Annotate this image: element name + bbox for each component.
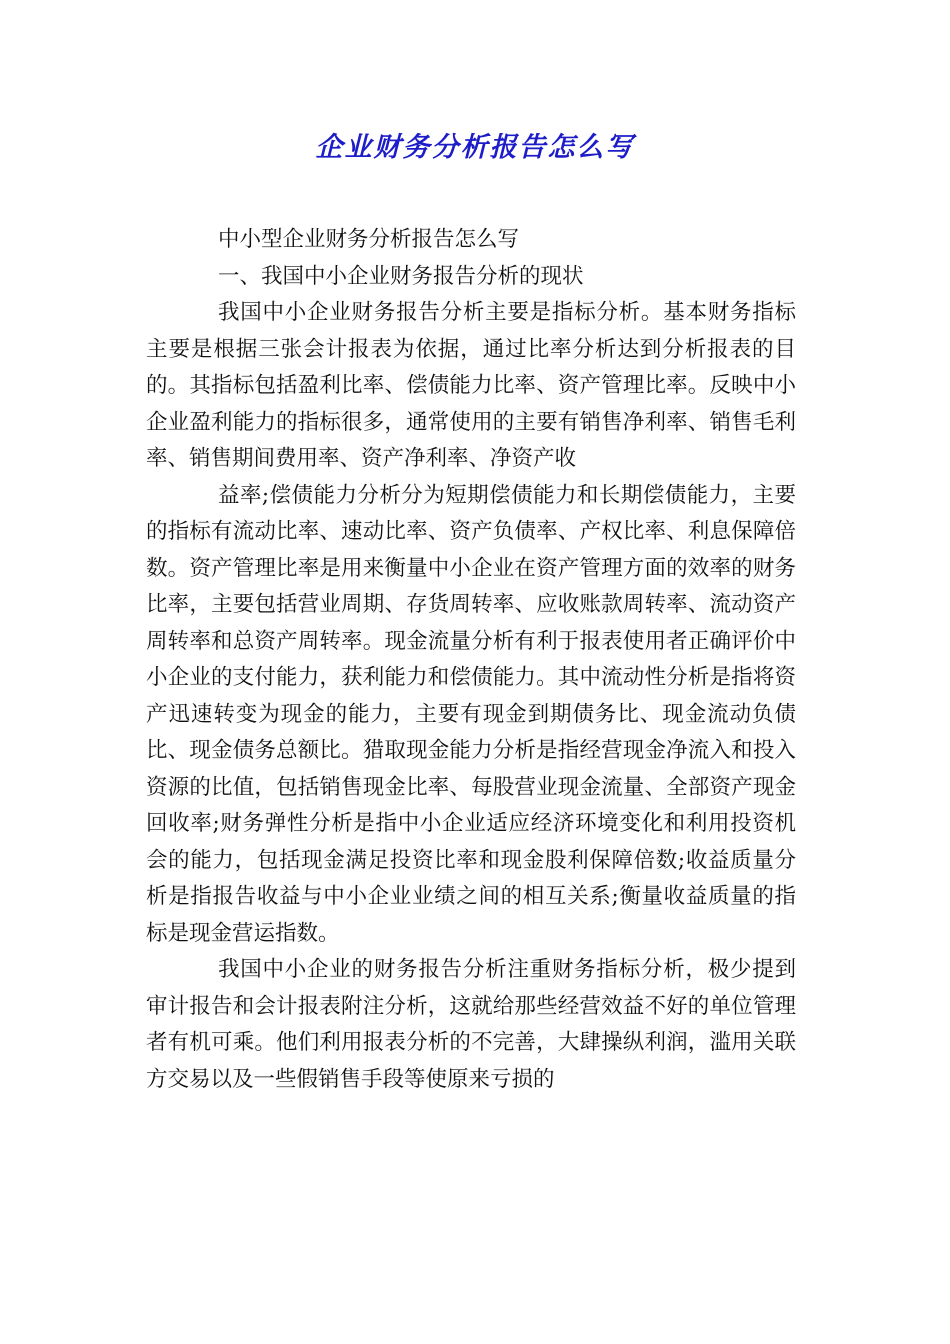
body-paragraph-2: 益率;偿债能力分析分为短期偿债能力和长期偿债能力，主要的指标有流动比率、速动比率、资产负债率、产权比率、利息保障倍数。资产管理比率是用来衡量中小企业在资产管理方面的效率的财务比率，主要包括营业周期、存货周转率、应收账款周转率、流动资产周转率和总资产周转率。现金流量分析有利于报表使用者正确评价中小企业的支付能力，获利能力和偿债能力。其中流动性分析是指将资产迅速转变为现金的能力，主要有现金到期债务比、现金流动负债比、现金债务总额比。猎取现金能力分析是指经营现金净流入和投入资源的比值，包括销售现金比率、每股营业现金流量、全部资产现金回收率;财务弹性分析是指中小企业适应经济环境变化和利用投资机会的能力，包括现金满足投资比率和现金股利保障倍数;收益质量分析是指报告收益与中小企业业绩之间的相互关系;衡量收益质量的指标是现金营运指数。 (146, 482, 796, 946)
document-body (146, 222, 796, 1098)
section-heading: 一、我国中小企业财务报告分析的现状 (218, 263, 584, 289)
document-title: 企业财务分析报告怎么写 (315, 132, 635, 163)
body-paragraph-1: 我国中小企业财务报告分析主要是指标分析。基本财务指标主要是根据三张会计报表为依据，通过比率分析达到分析报表的目的。其指标包括盈利比率、偿债能力比率、资产管理比率。反映中小企业盈利能力的指标很多，通常使用的主要有销售净利率、销售毛利率、销售期间费用率、资产净利率、净资产收 (146, 300, 796, 471)
body-paragraph-3: 我国中小企业的财务报告分析注重财务指标分析，极少提到审计报告和会计报表附注分析，这就给那些经营效益不好的单位管理者有机可乘。他们利用报表分析的不完善，大肆操纵利润，滥用关联方交易以及一些假销售手段等使原来亏损的 (146, 957, 796, 1092)
document-subtitle: 中小型企业财务分析报告怎么写 (218, 227, 520, 252)
